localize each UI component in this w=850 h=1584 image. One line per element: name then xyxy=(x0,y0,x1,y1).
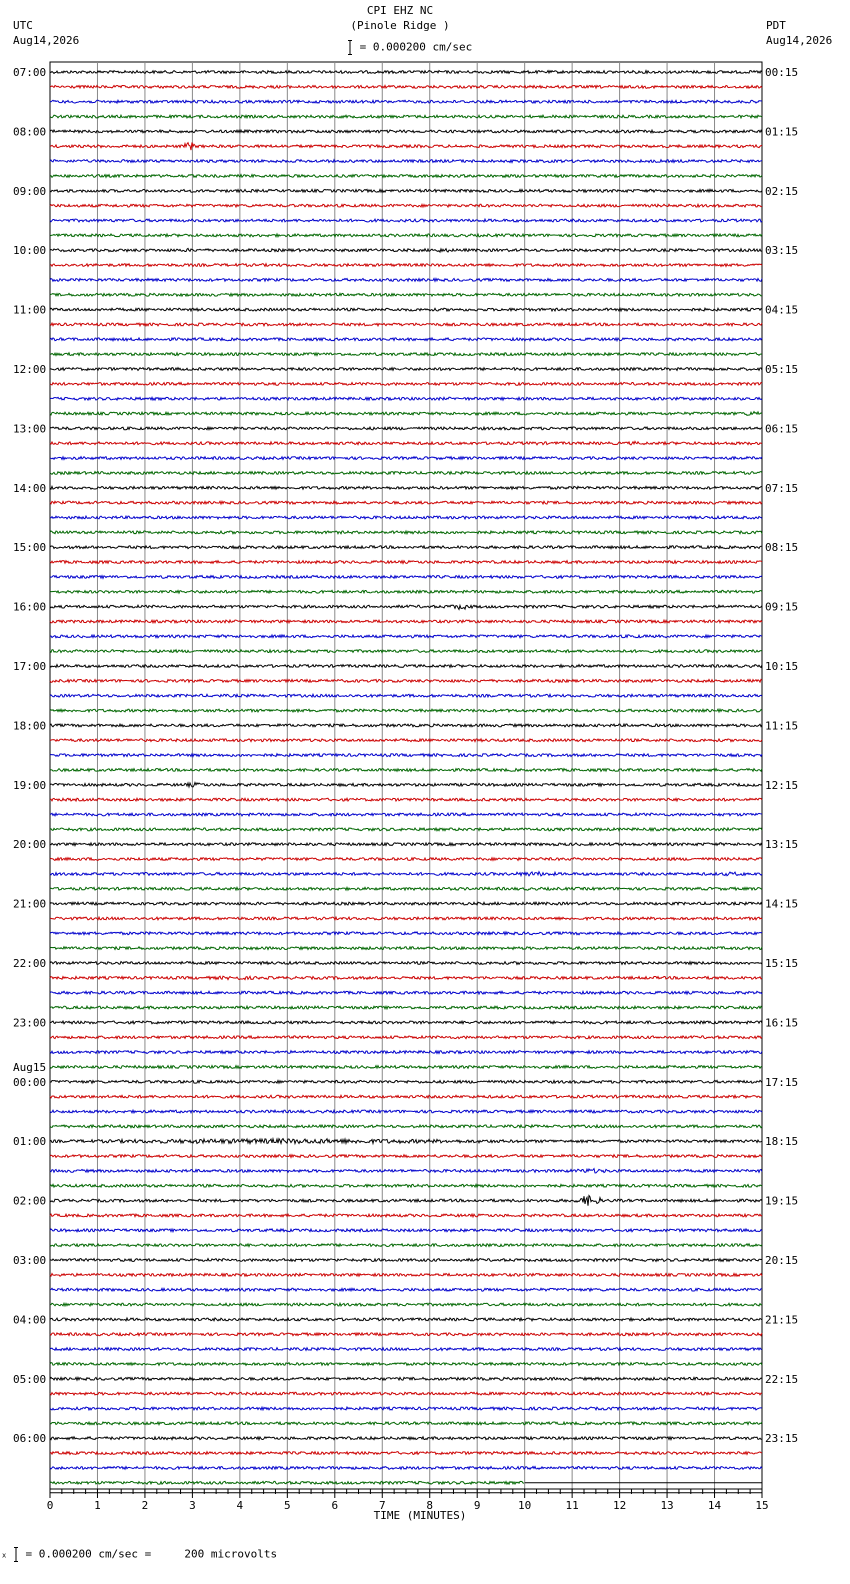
seismic-trace xyxy=(50,472,762,475)
left-time-label: 08:00 xyxy=(13,125,47,139)
seismic-trace xyxy=(50,754,762,757)
seismic-trace xyxy=(50,160,762,163)
seismic-trace xyxy=(50,219,762,222)
left-time-label: 17:00 xyxy=(13,660,47,673)
right-time-label: 09:15 xyxy=(765,600,799,614)
seismic-trace xyxy=(50,917,762,920)
right-time-label: 13:15 xyxy=(765,838,799,852)
seismic-trace xyxy=(50,353,762,356)
right-time-label: 22:15 xyxy=(765,1372,799,1386)
seismic-trace xyxy=(50,457,762,460)
seismic-trace xyxy=(50,1066,762,1069)
seismic-trace xyxy=(50,991,762,994)
seismic-trace xyxy=(50,1363,762,1366)
seismic-trace xyxy=(50,308,762,311)
seismic-trace xyxy=(50,887,762,890)
seismic-trace xyxy=(50,293,762,296)
seismic-trace xyxy=(50,1036,762,1039)
seismic-trace xyxy=(50,1422,762,1425)
left-time-label: 14:00 xyxy=(13,481,47,495)
left-time-label: 18:00 xyxy=(13,719,47,733)
seismic-trace xyxy=(50,1392,762,1395)
seismic-trace xyxy=(50,813,762,816)
seismic-trace xyxy=(50,902,762,905)
left-time-label: 07:00 xyxy=(13,66,47,79)
seismic-trace xyxy=(50,338,762,341)
x-tick-label: 12 xyxy=(612,1499,627,1512)
seismic-trace xyxy=(50,694,762,697)
seismic-trace xyxy=(50,1169,762,1173)
x-tick-label: 9 xyxy=(473,1499,481,1512)
right-time-label: 04:15 xyxy=(765,303,799,317)
right-time-label: 21:15 xyxy=(765,1313,799,1327)
left-time-label: 23:00 xyxy=(13,1016,47,1030)
seismic-trace xyxy=(50,650,762,653)
seismic-trace xyxy=(50,1244,762,1247)
seismic-trace xyxy=(50,858,762,861)
seismic-trace xyxy=(50,1333,762,1336)
seismic-trace xyxy=(50,130,762,133)
seismic-trace xyxy=(50,71,762,74)
seismic-trace xyxy=(50,843,762,846)
seismic-trace xyxy=(50,709,762,712)
footer-scale-bar-icon xyxy=(13,1547,19,1562)
right-time-label: 16:15 xyxy=(765,1016,799,1030)
left-time-label: 15:00 xyxy=(13,541,47,555)
right-date-label: Aug14,2026 xyxy=(766,34,833,47)
seismic-trace xyxy=(50,1051,762,1054)
seismic-trace xyxy=(50,620,762,623)
right-time-label: 02:15 xyxy=(765,184,799,198)
seismic-trace xyxy=(50,1125,762,1128)
seismic-trace xyxy=(50,962,762,965)
seismic-trace xyxy=(50,872,762,876)
seismic-trace xyxy=(50,932,762,935)
x-tick-label: 2 xyxy=(141,1499,149,1512)
seismic-trace xyxy=(50,1080,762,1083)
right-time-label: 11:15 xyxy=(765,719,799,733)
seismic-trace xyxy=(50,1006,762,1009)
seismic-trace xyxy=(50,204,762,207)
seismic-trace xyxy=(50,383,762,386)
seismic-trace xyxy=(50,561,762,564)
seismic-trace xyxy=(50,248,762,252)
right-time-label: 20:15 xyxy=(765,1254,799,1267)
x-tick-label: 7 xyxy=(378,1499,386,1512)
seismic-trace xyxy=(50,175,762,178)
right-time-label: 12:15 xyxy=(765,778,799,792)
right-time-label: 03:15 xyxy=(765,244,799,258)
header-scale-text: = 0.000200 cm/sec xyxy=(359,40,473,54)
seismic-trace xyxy=(50,1021,762,1024)
footer-scale-text: = 0.000200 cm/sec = 200 microvolts xyxy=(25,1547,278,1561)
right-time-label: 00:15 xyxy=(765,66,799,79)
footer-marker: x xyxy=(2,1551,7,1560)
right-time-label: 10:15 xyxy=(765,660,799,673)
right-time-label: 17:15 xyxy=(765,1075,799,1089)
right-time-label: 15:15 xyxy=(765,957,799,970)
seismic-trace xyxy=(50,1274,762,1277)
right-time-label: 14:15 xyxy=(765,897,799,911)
x-tick-label: 8 xyxy=(426,1499,434,1512)
seismic-trace xyxy=(50,486,762,489)
seismic-trace xyxy=(50,323,762,326)
left-time-label: 10:00 xyxy=(13,244,47,258)
right-time-label: 07:15 xyxy=(765,481,799,495)
right-time-label: 18:15 xyxy=(765,1135,799,1149)
x-tick-label: 6 xyxy=(331,1499,339,1512)
right-time-label: 08:15 xyxy=(765,541,799,555)
seismic-trace xyxy=(50,1214,762,1217)
seismic-trace xyxy=(50,1184,762,1187)
seismic-trace xyxy=(50,1259,762,1262)
seismic-trace xyxy=(50,1437,762,1440)
seismic-trace xyxy=(50,635,762,638)
seismic-trace xyxy=(50,1318,762,1321)
left-timezone-label: UTC xyxy=(13,19,33,32)
seismic-trace xyxy=(50,1407,762,1410)
seismic-trace xyxy=(50,264,762,267)
seismic-trace xyxy=(50,234,762,237)
right-time-label: 06:15 xyxy=(765,422,799,436)
left-time-label: 02:00 xyxy=(13,1194,47,1208)
left-time-label: 13:00 xyxy=(13,422,47,436)
left-time-label: 01:00 xyxy=(13,1135,47,1149)
seismic-trace xyxy=(50,665,762,668)
seismic-trace xyxy=(50,1467,762,1470)
left-date-label: Aug14,2026 xyxy=(13,34,80,47)
seismic-trace xyxy=(50,441,762,445)
seismic-trace xyxy=(50,86,762,89)
scale-bar-icon xyxy=(347,40,353,55)
left-time-label: 11:00 xyxy=(13,303,47,317)
seismic-trace xyxy=(50,1377,762,1380)
x-tick-label: 13 xyxy=(660,1499,674,1512)
left-time-label: 06:00 xyxy=(13,1432,47,1446)
x-axis-label: TIME (MINUTES) xyxy=(373,1509,467,1522)
seismic-trace xyxy=(50,1196,762,1206)
left-time-label: 20:00 xyxy=(13,838,47,852)
seismic-trace xyxy=(50,1229,762,1232)
seismic-trace xyxy=(50,279,762,282)
x-tick-label: 15 xyxy=(755,1499,769,1512)
left-time-label: 05:00 xyxy=(13,1372,47,1386)
right-time-label: 05:15 xyxy=(765,363,799,376)
seismic-trace xyxy=(50,828,762,831)
seismic-trace xyxy=(50,143,762,151)
seismic-trace xyxy=(50,501,762,504)
seismic-trace xyxy=(50,769,762,772)
seismic-trace xyxy=(50,590,762,593)
left-time-label: 03:00 xyxy=(13,1254,47,1267)
left-time-label: 12:00 xyxy=(13,363,47,376)
seismic-trace xyxy=(50,397,762,400)
seismic-trace xyxy=(50,1452,762,1455)
seismic-trace xyxy=(50,1110,762,1113)
seismic-trace xyxy=(50,1348,762,1351)
left-time-label: 22:00 xyxy=(13,957,47,970)
left-time-label: 09:00 xyxy=(13,184,47,198)
seismic-trace xyxy=(50,576,762,579)
seismic-trace xyxy=(50,100,762,103)
seismic-trace xyxy=(50,189,762,192)
header-scale xyxy=(347,40,472,55)
x-tick-label: 14 xyxy=(707,1499,722,1512)
seismic-trace xyxy=(50,783,762,787)
seismic-trace xyxy=(50,947,762,950)
x-tick-label: 10 xyxy=(518,1499,532,1512)
footer-scale xyxy=(2,1547,277,1563)
seismic-trace xyxy=(50,680,762,683)
left-time-label: 00:00 xyxy=(13,1075,47,1089)
left-time-label: 21:00 xyxy=(13,897,47,911)
x-tick-label: 4 xyxy=(236,1499,244,1512)
station-location: (Pinole Ridge ) xyxy=(350,19,450,32)
left-date-label: Aug15 xyxy=(13,1060,47,1074)
seismic-trace xyxy=(50,412,762,416)
right-time-label: 23:15 xyxy=(765,1432,799,1446)
seismic-trace xyxy=(50,605,762,609)
seismic-trace xyxy=(50,115,762,118)
seismic-trace xyxy=(50,798,762,801)
seismic-trace xyxy=(50,1288,762,1291)
right-time-label: 01:15 xyxy=(765,125,799,139)
seismic-trace xyxy=(50,1303,762,1306)
right-time-label: 19:15 xyxy=(765,1194,799,1208)
seismic-trace xyxy=(50,368,762,371)
x-tick-label: 0 xyxy=(46,1499,54,1512)
seismic-trace xyxy=(50,739,762,742)
seismic-trace xyxy=(50,531,762,534)
left-time-label: 04:00 xyxy=(13,1313,47,1327)
x-tick-label: 3 xyxy=(189,1499,196,1512)
x-tick-label: 5 xyxy=(284,1499,291,1512)
seismic-trace xyxy=(50,724,762,727)
seismic-trace xyxy=(50,1139,762,1144)
seismic-trace xyxy=(50,427,762,430)
right-timezone-label: PDT xyxy=(766,19,786,32)
x-tick-label: 11 xyxy=(565,1499,579,1512)
station-title: CPI EHZ NC xyxy=(366,4,434,17)
seismic-trace xyxy=(50,546,762,549)
left-time-label: 19:00 xyxy=(13,778,47,792)
seismic-trace xyxy=(50,1155,762,1158)
x-tick-label: 1 xyxy=(94,1499,101,1512)
seismic-trace xyxy=(50,516,762,519)
seismic-trace xyxy=(50,976,762,979)
seismic-trace xyxy=(50,1095,762,1098)
left-time-label: 16:00 xyxy=(13,600,47,614)
plot-frame xyxy=(50,62,762,1493)
